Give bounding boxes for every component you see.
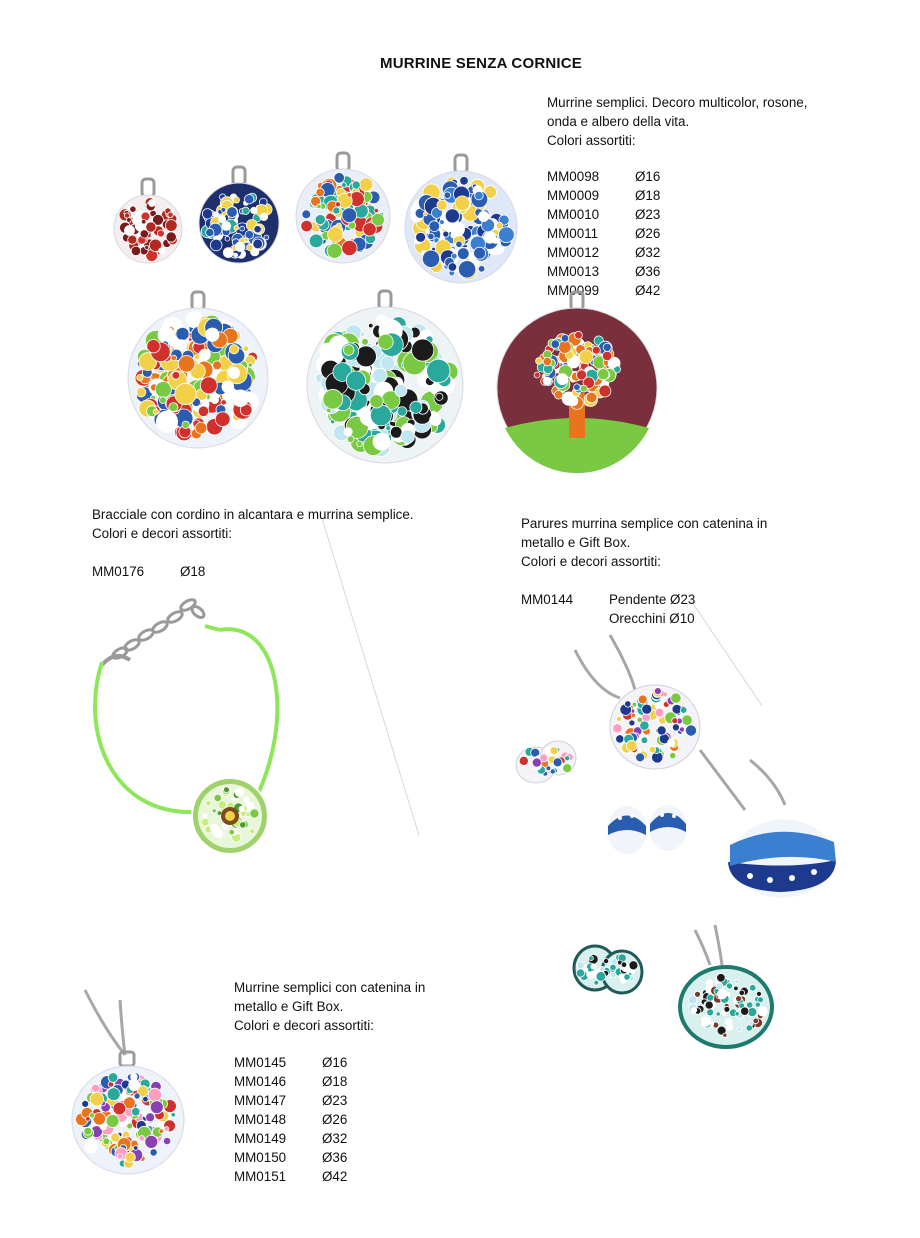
section2-description <box>92 505 414 543</box>
code-row <box>547 262 660 281</box>
section1-code-list <box>547 167 660 300</box>
section3-description <box>521 514 767 571</box>
parure-images <box>500 630 850 1060</box>
product-size: Ø18 <box>635 188 661 203</box>
code-row <box>234 1167 347 1186</box>
code-row <box>547 167 660 186</box>
description-line: Colori assortiti: <box>547 133 636 148</box>
product-code: MM0149 <box>234 1131 287 1146</box>
section2-code-list <box>92 562 205 581</box>
description-line: Colori e decori assortiti: <box>521 554 661 569</box>
product-size: Ø32 <box>635 245 661 260</box>
product-size: Ø36 <box>322 1150 348 1165</box>
murrina-pendant <box>198 155 280 265</box>
description-line: onda e albero della vita. <box>547 114 690 129</box>
murrina-pendant <box>127 285 269 450</box>
description-line: metallo e Gift Box. <box>234 999 344 1014</box>
code-row <box>547 186 660 205</box>
description-line: Murrine semplici con catenina in <box>234 980 426 995</box>
product-code: MM0011 <box>547 226 599 241</box>
product-code: MM0176 <box>92 564 145 579</box>
description-line: Colori e decori assortiti: <box>92 526 232 541</box>
product-code: MM0150 <box>234 1150 287 1165</box>
necklace-pendant-image <box>70 990 230 1200</box>
product-code: MM0013 <box>547 264 600 279</box>
product-code: MM0148 <box>234 1112 287 1127</box>
product-code: MM0012 <box>547 245 600 260</box>
product-code: MM0146 <box>234 1074 287 1089</box>
product-code: MM0144 <box>521 592 574 607</box>
code-row <box>547 243 660 262</box>
product-size: Ø23 <box>322 1093 348 1108</box>
product-part: Pendente Ø23 <box>609 592 696 607</box>
murrina-pendant <box>492 300 662 470</box>
bracelet-image <box>80 590 350 860</box>
product-size: Ø23 <box>635 207 661 222</box>
description-line: Murrine semplici. Decoro multicolor, rosone, <box>547 95 808 110</box>
product-size: Ø42 <box>322 1169 348 1184</box>
product-size: Ø16 <box>635 169 661 184</box>
product-code: MM0009 <box>547 188 600 203</box>
murrina-pendant <box>112 155 184 265</box>
section4-description <box>234 978 425 1035</box>
code-row <box>547 224 660 243</box>
code-row <box>234 1110 347 1129</box>
product-code: MM0147 <box>234 1093 287 1108</box>
description-line: Parures murrina semplice con catenina in <box>521 516 768 531</box>
product-size: Ø18 <box>322 1074 348 1089</box>
product-size: Ø32 <box>322 1131 348 1146</box>
product-code: MM0098 <box>547 169 600 184</box>
code-row <box>234 1091 347 1110</box>
page-title: MURRINE SENZA CORNICE <box>380 55 582 72</box>
murrina-pendant <box>295 150 391 265</box>
product-code: MM0145 <box>234 1055 287 1070</box>
product-size: Ø36 <box>635 264 661 279</box>
murrina-pendant <box>405 150 517 285</box>
product-code: MM0151 <box>234 1169 287 1184</box>
product-size: Ø26 <box>322 1112 348 1127</box>
product-size: Ø26 <box>635 226 661 241</box>
description-line: Bracciale con cordino in alcantara e murrina semplice. <box>92 507 414 522</box>
code-row <box>521 609 695 628</box>
code-row <box>521 590 695 609</box>
code-row <box>547 281 660 300</box>
murrina-pendant <box>305 295 465 465</box>
section3-code-list <box>521 590 695 628</box>
section1-description <box>547 93 807 150</box>
code-row <box>234 1053 347 1072</box>
product-size: Ø16 <box>322 1055 348 1070</box>
code-row <box>547 205 660 224</box>
product-code: MM0010 <box>547 207 600 222</box>
code-row <box>234 1129 347 1148</box>
code-row <box>92 562 205 581</box>
description-line: Colori e decori assortiti: <box>234 1018 374 1033</box>
product-code: MM0099 <box>547 283 600 298</box>
section4-code-list <box>234 1053 347 1186</box>
code-row <box>234 1148 347 1167</box>
code-row <box>234 1072 347 1091</box>
description-line: metallo e Gift Box. <box>521 535 631 550</box>
product-size: Ø42 <box>635 283 661 298</box>
product-size: Ø18 <box>180 564 206 579</box>
product-part: Orecchini Ø10 <box>609 611 695 626</box>
